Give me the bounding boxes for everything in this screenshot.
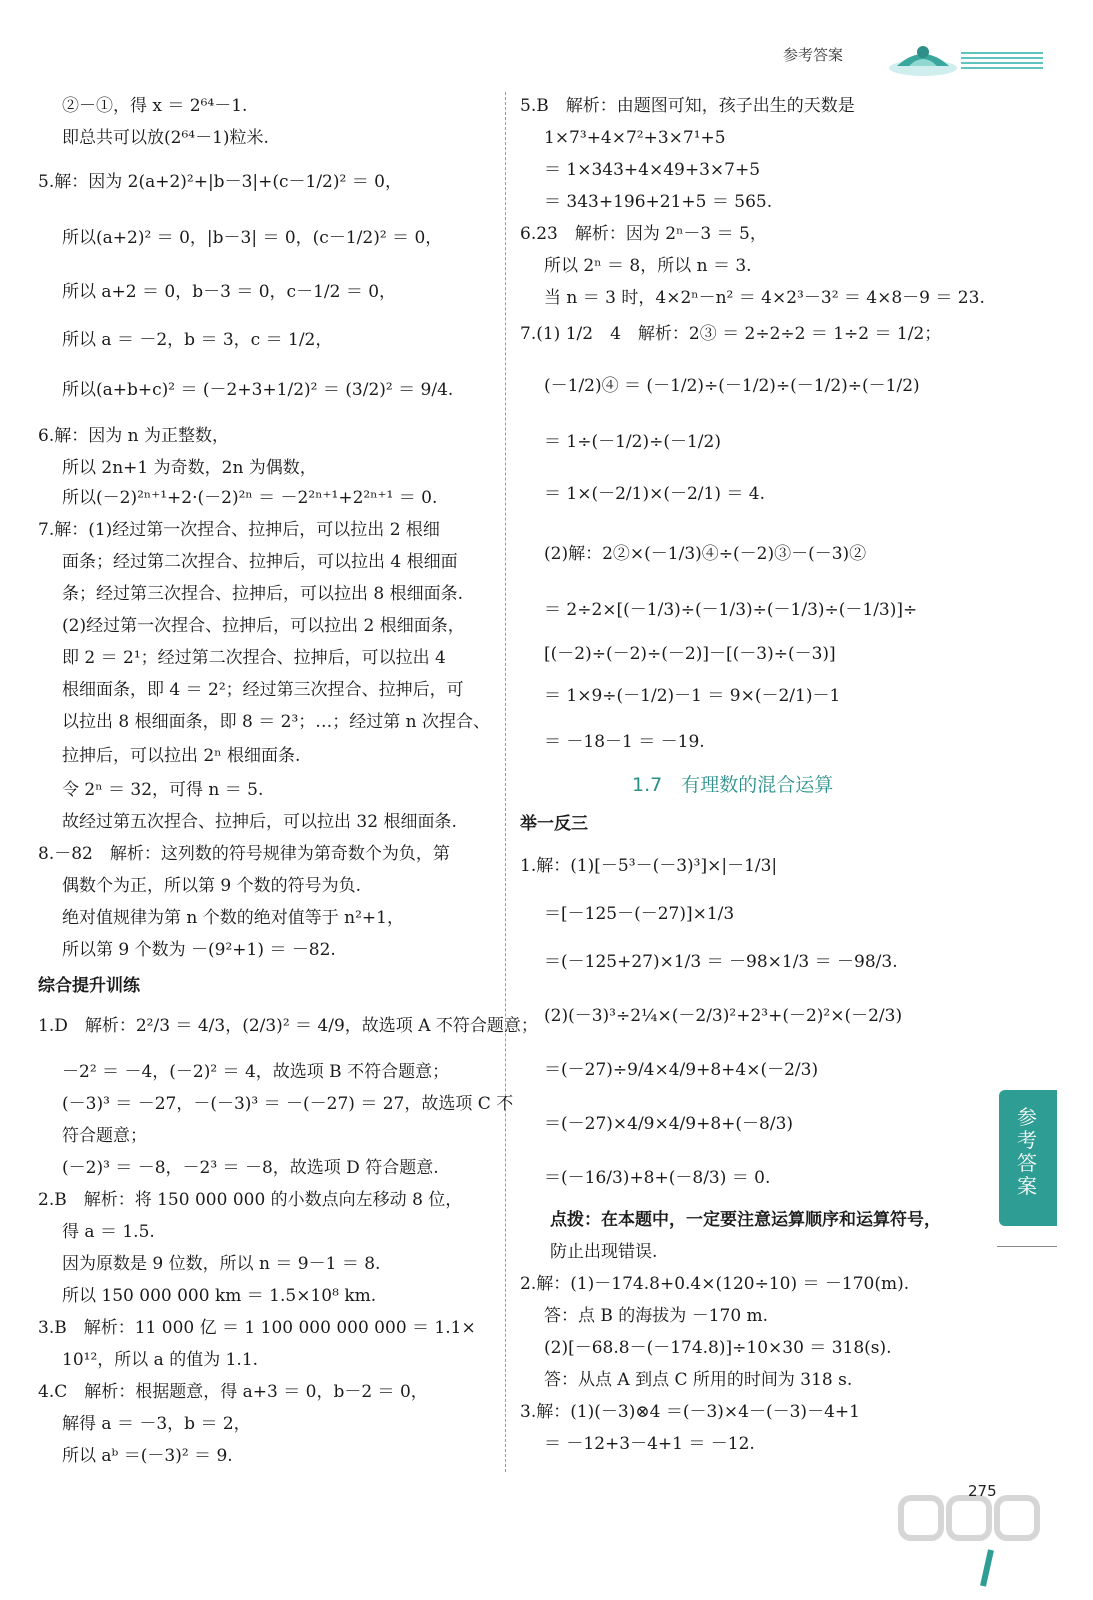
text-line: 得 a ＝ 1.5. xyxy=(62,1222,155,1242)
text-line: 即 2 ＝ 2¹；经过第二次捏合、拉抻后，可以拉出 4 xyxy=(62,648,446,668)
text-line: 根细面条，即 4 ＝ 2²；经过第三次捏合、拉抻后，可 xyxy=(62,680,464,700)
text-line: 防止出现错误. xyxy=(550,1242,658,1262)
problem-6: 6.解：因为 n 为正整数， xyxy=(38,426,229,446)
answer-side-tab xyxy=(999,1090,1057,1226)
column-divider xyxy=(505,92,506,1472)
text-line: －2² ＝ －4，(－2)² ＝ 4，故选项 B 不符合题意； xyxy=(62,1062,450,1082)
header-decoration xyxy=(961,52,1043,72)
text-line: 符合题意； xyxy=(62,1126,147,1146)
text-line: (－2)³ ＝ －8，－2³ ＝ －8，故选项 D 符合题意. xyxy=(62,1158,439,1178)
text-line: ＝(－27)×4/9×4/9+8+(－8/3) xyxy=(544,1114,794,1134)
text-line: 偶数个为正，所以第 9 个数的符号为负. xyxy=(62,876,362,896)
problem-2: 2.解：(1)－174.8+0.4×(120÷10) ＝ －170(m). xyxy=(520,1274,910,1294)
problem-8: 8.－82 解析：这列数的符号规律为第奇数个为负，第 xyxy=(38,844,450,864)
text-line: [(－2)÷(－2)÷(－2)]－[(－3)÷(－3)] xyxy=(544,644,836,664)
text-line: (2)经过第一次捏合、拉抻后，可以拉出 2 根细面条， xyxy=(62,616,465,636)
text-line: 以拉出 8 根细面条，即 8 ＝ 2³；…；经过第 n 次捏合、 xyxy=(62,712,491,732)
text-line: 拉抻后，可以拉出 2ⁿ 根细面条. xyxy=(62,746,301,766)
text-line: 所以 aᵇ ＝(－3)² ＝ 9. xyxy=(62,1446,233,1466)
section-heading: 举一反三 xyxy=(520,814,588,834)
text-line: 所以 2ⁿ ＝ 8，所以 n ＝ 3. xyxy=(544,256,752,276)
text-line: 答：从点 A 到点 C 所用的时间为 318 s. xyxy=(544,1370,853,1390)
problem-2: 2.B 解析：将 150 000 000 的小数点向左移动 8 位， xyxy=(38,1190,463,1210)
text-line: (－3)³ ＝ －27，－(－3)³ ＝ －(－27) ＝ 27，故选项 C 不 xyxy=(62,1094,514,1114)
book-logo-icon xyxy=(883,38,963,78)
text-line: 面条；经过第二次捏合、拉抻后，可以拉出 4 根细面 xyxy=(62,552,458,572)
text-line: 解得 a ＝ －3，b ＝ 2， xyxy=(62,1414,251,1434)
text-line: 所以第 9 个数为 －(9²+1) ＝ －82. xyxy=(62,940,336,960)
text-line: 绝对值规律为第 n 个数的绝对值等于 n²+1， xyxy=(62,908,404,928)
text-line: ＝(－27)÷9/4×4/9+8+4×(－2/3) xyxy=(544,1060,819,1080)
text-line: 10¹²，所以 a 的值为 1.1. xyxy=(62,1350,259,1370)
text-line: 因为原数是 9 位数，所以 n ＝ 9－1 ＝ 8. xyxy=(62,1254,381,1274)
text-line: 即总共可以放(2⁶⁴－1)粒米. xyxy=(62,128,269,148)
text-line: 答：点 B 的海拔为 －170 m. xyxy=(544,1306,769,1326)
side-tab-label: 参考答案 xyxy=(1017,1105,1037,1198)
text-line: ＝ 2÷2×[(－1/3)÷(－1/3)÷(－1/3)÷(－1/3)]÷ xyxy=(544,600,918,620)
section-heading: 综合提升训练 xyxy=(38,976,140,996)
section-title: 1.7 有理数的混合运算 xyxy=(632,774,834,796)
problem-5: 5.解：因为 2(a+2)²+|b－3|+(c－1/2)² ＝ 0， xyxy=(38,172,402,192)
page-number: 275 xyxy=(968,1482,997,1500)
text-line: ＝ 1×343+4×49+3×7+5 xyxy=(544,160,761,180)
problem-5: 5.B 解析：由题图可知，孩子出生的天数是 xyxy=(520,96,855,116)
text-line: 当 n ＝ 3 时，4×2ⁿ－n² ＝ 4×2³－3² ＝ 4×8－9 ＝ 23. xyxy=(544,288,985,308)
text-line: ②－①，得 x ＝ 2⁶⁴－1. xyxy=(62,96,248,116)
text-line: ＝ －12+3－4+1 ＝ －12. xyxy=(544,1434,755,1454)
text-line: (2)[－68.8－(－174.8)]÷10×30 ＝ 318(s). xyxy=(544,1338,892,1358)
problem-4: 4.C 解析：根据题意，得 a+3 ＝ 0，b－2 ＝ 0， xyxy=(38,1382,428,1402)
text-line: ＝[－125－(－27)]×1/3 xyxy=(544,904,735,924)
text-line: 所以(a+b+c)² ＝ (－2+3+1/2)² ＝ (3/2)² ＝ 9/4. xyxy=(62,380,454,400)
text-line: 所以 150 000 000 km ＝ 1.5×10⁸ km. xyxy=(62,1286,377,1306)
problem-1: 1.D 解析：2²/3 ＝ 4/3，(2/3)² ＝ 4/9，故选项 A 不符合题意； xyxy=(38,1016,538,1036)
page-header xyxy=(783,38,1043,82)
mxqe-watermark-icon xyxy=(895,1490,1065,1590)
text-line: ＝ 343+196+21+5 ＝ 565. xyxy=(544,192,773,212)
problem-1: 1.解：(1)[－5³－(－3)³]×|－1/3| xyxy=(520,856,778,876)
header-title: 参考答案 xyxy=(783,46,844,64)
text-line: ＝ 1×(－2/1)×(－2/1) ＝ 4. xyxy=(544,484,765,504)
text-line: 所以(a+2)² ＝ 0，|b－3| ＝ 0，(c－1/2)² ＝ 0， xyxy=(62,228,443,248)
problem-7: 7.解：(1)经过第一次捏合、拉抻后，可以拉出 2 根细 xyxy=(38,520,440,540)
text-line: (2)(－3)³÷2¼×(－2/3)²+2³+(－2)²×(－2/3) xyxy=(544,1006,903,1026)
text-line: ＝ －18－1 ＝ －19. xyxy=(544,732,705,752)
text-line: 所以 2n+1 为奇数，2n 为偶数， xyxy=(62,458,317,478)
text-line: ＝(－125+27)×1/3 ＝ －98×1/3 ＝ －98/3. xyxy=(544,952,898,972)
text-line: 1×7³+4×7²+3×7¹+5 xyxy=(544,128,726,148)
text-line: 故经过第五次捏合、拉抻后，可以拉出 32 根细面条. xyxy=(62,812,457,832)
text-line: (－1/2)④ ＝ (－1/2)÷(－1/2)÷(－1/2)÷(－1/2) xyxy=(544,376,920,396)
text-line: 所以 a+2 ＝ 0，b－3 ＝ 0，c－1/2 ＝ 0， xyxy=(62,282,397,302)
text-line: ＝ 1÷(－1/2)÷(－1/2) xyxy=(544,432,721,452)
text-line: ＝(－16/3)+8+(－8/3) ＝ 0. xyxy=(544,1168,771,1188)
text-line: 条；经过第三次捏合、拉抻后，可以拉出 8 根细面条. xyxy=(62,584,464,604)
problem-7: 7.(1) 1/2 4 解析：2③ ＝ 2÷2÷2 ＝ 1÷2 ＝ 1/2； xyxy=(520,324,942,344)
problem-6: 6.23 解析：因为 2ⁿ－3 ＝ 5， xyxy=(520,224,767,244)
text-line: 所以 a ＝ －2，b ＝ 3，c ＝ 1/2， xyxy=(62,330,333,350)
side-rule xyxy=(997,1246,1057,1247)
problem-3: 3.B 解析：11 000 亿 ＝ 1 100 000 000 000 ＝ 1.1× xyxy=(38,1318,476,1338)
text-line: 令 2ⁿ ＝ 32，可得 n ＝ 5. xyxy=(62,780,264,800)
text-line: (2)解：2②×(－1/3)④÷(－2)③－(－3)② xyxy=(544,544,867,564)
tip-note: 点拨：在本题中，一定要注意运算顺序和运算符号， xyxy=(550,1210,941,1230)
text-line: ＝ 1×9÷(－1/2)－1 ＝ 9×(－2/1)－1 xyxy=(544,686,841,706)
text-line: 所以(－2)²ⁿ⁺¹+2·(－2)²ⁿ ＝ －2²ⁿ⁺¹+2²ⁿ⁺¹ ＝ 0. xyxy=(62,488,438,508)
problem-3: 3.解：(1)(－3)⊗4 ＝(－3)×4－(－3)－4+1 xyxy=(520,1402,860,1422)
